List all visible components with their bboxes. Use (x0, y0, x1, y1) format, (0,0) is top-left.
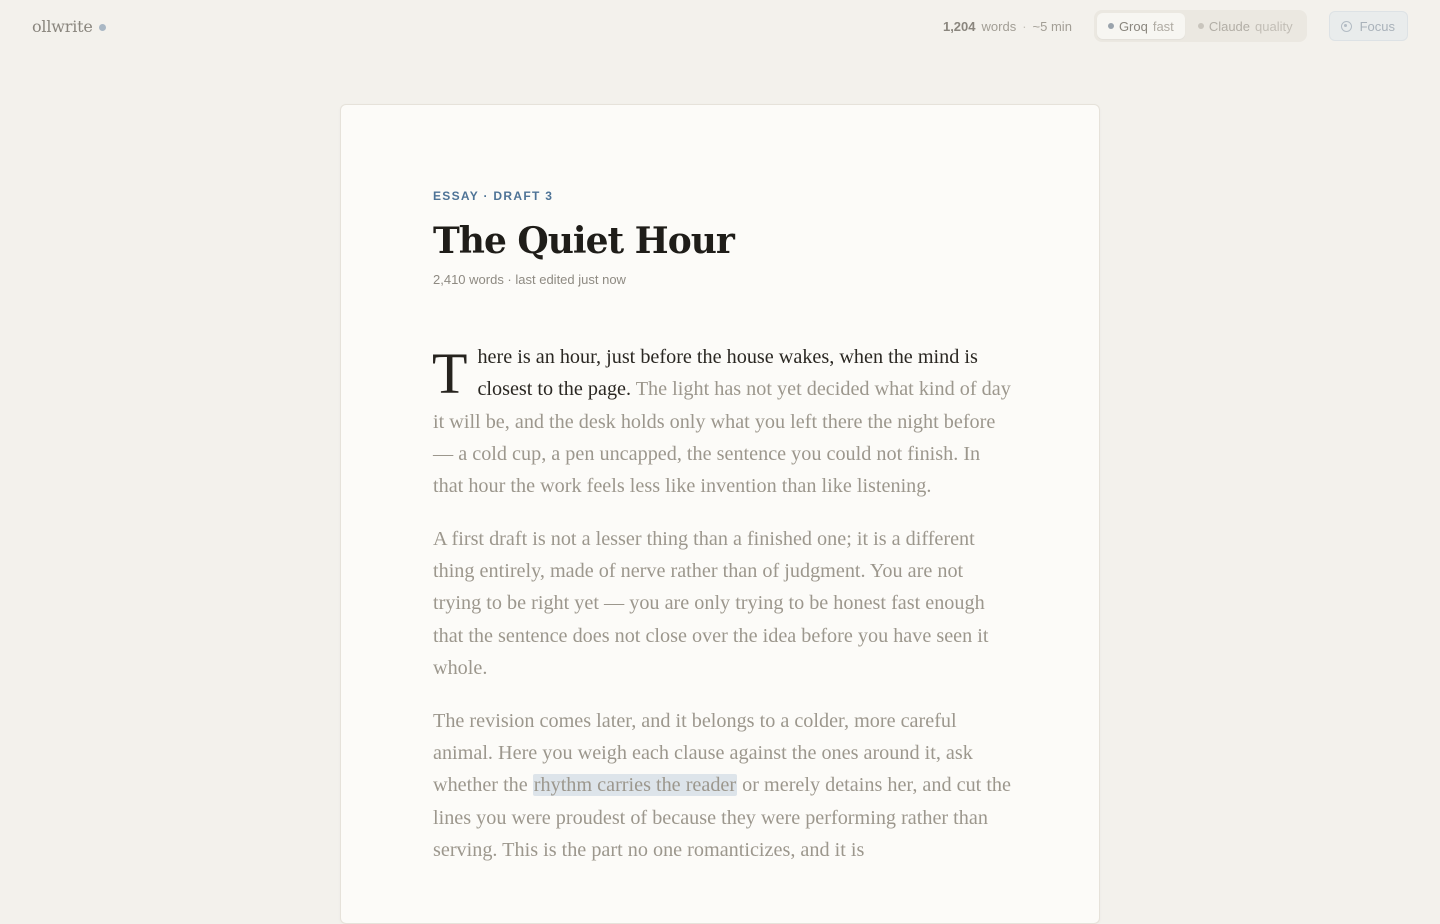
text-highlight[interactable]: rhythm carries the reader (533, 774, 737, 797)
document-meta: 2,410 words · last edited just now (433, 272, 626, 287)
active-sentence: here is an hour, just before the house wakes, when the mind is closest to the page. (477, 346, 978, 401)
model-option-groq[interactable] (1097, 13, 1185, 39)
document-page (340, 104, 1100, 924)
status-dot-icon (99, 24, 106, 31)
model-dot-icon (1198, 23, 1204, 29)
paragraph-3[interactable] (433, 705, 1011, 866)
read-time: ~5 min (1032, 18, 1072, 34)
paragraph-1[interactable] (433, 341, 1011, 502)
brand-name: ollwrite (32, 16, 93, 36)
model-descriptor: quality (1255, 18, 1293, 34)
focus-label: Focus (1359, 18, 1395, 34)
model-name: Claude (1208, 18, 1251, 34)
word-count: 1,204 (942, 18, 976, 34)
paragraph-text: The revision comes later, and it belongs to a colder, more careful animal. Here you weigh each clause against the ones around it, ask whether the (433, 709, 973, 797)
document-content (433, 189, 1011, 887)
model-name: Groq (1118, 18, 1148, 34)
document-title[interactable]: The Quiet Hour (433, 220, 734, 262)
words-label: words (981, 18, 1017, 34)
model-selector (1094, 10, 1307, 42)
top-bar (0, 0, 1440, 52)
brand-logo[interactable] (32, 17, 106, 36)
paragraph-text: A first draft is not a lesser thing than a finished one; it is a different thing entirely, made of nerve rather than of judgment. You are not trying to be right yet — you are only trying to be honest fast enough that the sentence does not close over the idea before you have seen it whole. (433, 527, 989, 680)
stats-separator: · (1022, 18, 1027, 34)
word-stats (943, 19, 1072, 34)
document-body[interactable] (433, 341, 1011, 866)
model-descriptor: fast (1152, 18, 1174, 34)
paragraph-2[interactable] (433, 523, 1011, 684)
drop-cap: T (432, 341, 468, 406)
toolbar (943, 10, 1408, 42)
focus-button[interactable] (1329, 11, 1408, 41)
document-kicker: ESSAY · DRAFT 3 (433, 189, 554, 203)
focus-icon (1341, 21, 1352, 32)
paragraph-text: or merely detains her, and cut the lines you were proudest of because they were performing rather than serving. This is the part no one romanticizes, and it is (433, 774, 1011, 861)
paragraph-text: The light has not yet decided what kind of day it will be, and the desk holds only what you left there the night before — a cold cup, a pen uncapped, the sentence you could not finish. In that hour the work feels less like invention than like listening. (433, 378, 1011, 498)
model-option-claude[interactable] (1187, 13, 1304, 39)
model-dot-icon (1108, 23, 1114, 29)
